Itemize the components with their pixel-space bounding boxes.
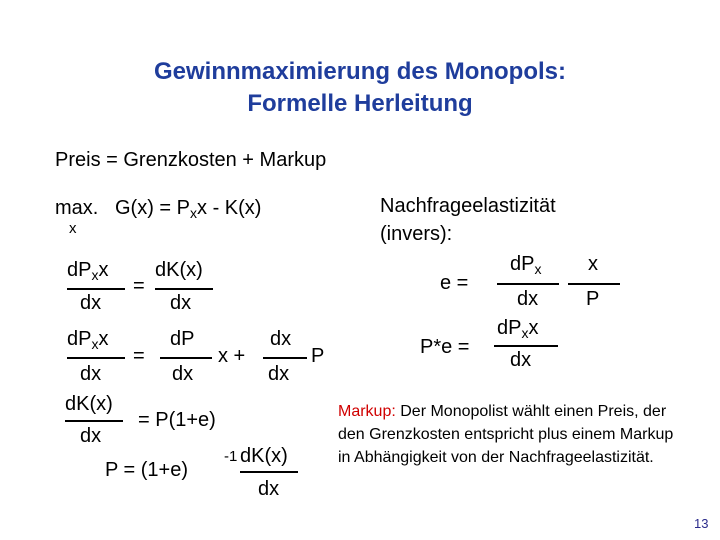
f1-fraction-bar-left (67, 288, 125, 290)
pe-numerator: $dP_xx$ (497, 317, 539, 341)
pe-lhs: P*e = (420, 336, 470, 358)
profit-function: $G(x) = P_xx - K(x)$ (115, 197, 262, 221)
pe-fraction-bar (494, 345, 558, 347)
f1-denominator-left: dx (80, 292, 102, 314)
f2-mid-term: x + (218, 345, 246, 367)
f4-numerator: dK(x) (240, 445, 288, 467)
f2-fraction-bar-right (263, 357, 307, 359)
f4-exponent: -1 (224, 448, 238, 465)
max-subscript: x (69, 220, 77, 237)
max-label: max. (55, 197, 99, 219)
f4-denominator: dx (258, 478, 280, 500)
f4-fraction-bar (240, 471, 298, 473)
f2-denominator-right: dx (268, 363, 290, 385)
e-numerator-1: $dP_x$ (510, 253, 542, 277)
f1-numerator-right: dK(x) (155, 259, 203, 281)
f2-equals: = (133, 345, 145, 367)
f1-numerator-left: $dP_xx$ (67, 259, 109, 283)
elasticity-heading: Nachfrageelastizität (380, 195, 556, 217)
f2-fraction-bar-left (67, 357, 125, 359)
slide-title-line1: Gewinnmaximierung des Monopols: (153, 58, 567, 85)
e-denominator-1: dx (517, 288, 539, 310)
f1-equals: = (133, 275, 145, 297)
f3-denominator: dx (80, 425, 102, 447)
e-denominator-2: P (586, 288, 600, 310)
e-numerator-2: x (588, 253, 598, 275)
markup-description: Der Monopolist wählt einen Preis, der den Grenzkosten entspricht plus einem Markup in Abhängigkeit von der Nachfrageelastizität. (338, 403, 674, 466)
e-fraction-bar-2 (568, 283, 620, 285)
e-lhs: e = (440, 272, 469, 294)
e-fraction-bar-1 (497, 283, 559, 285)
page-number: 13 (694, 516, 709, 531)
f3-numerator: dK(x) (65, 393, 113, 415)
f4-lhs: P = (1+e) (105, 459, 189, 481)
f3-rhs: = P(1+e) (138, 409, 216, 431)
f2-denominator-mid: dx (172, 363, 194, 385)
f2-tail: P (311, 345, 325, 367)
f2-numerator-left: $dP_xx$ (67, 328, 109, 352)
pe-denominator: dx (510, 349, 532, 371)
f1-denominator-right: dx (170, 292, 192, 314)
markup-explanation (338, 400, 678, 469)
f2-denominator-left: dx (80, 363, 102, 385)
f3-fraction-bar (65, 420, 123, 422)
elasticity-subheading: (invers): (380, 223, 453, 245)
f2-fraction-bar-mid (160, 357, 212, 359)
f1-fraction-bar-right (155, 288, 213, 290)
preis-equation: Preis = Grenzkosten + Markup (55, 149, 327, 171)
slide-title-line2: Formelle Herleitung (247, 90, 473, 117)
f2-numerator-right: dx (270, 328, 292, 350)
markup-label: Markup: (338, 403, 396, 420)
f2-numerator-mid: dP (170, 328, 195, 350)
